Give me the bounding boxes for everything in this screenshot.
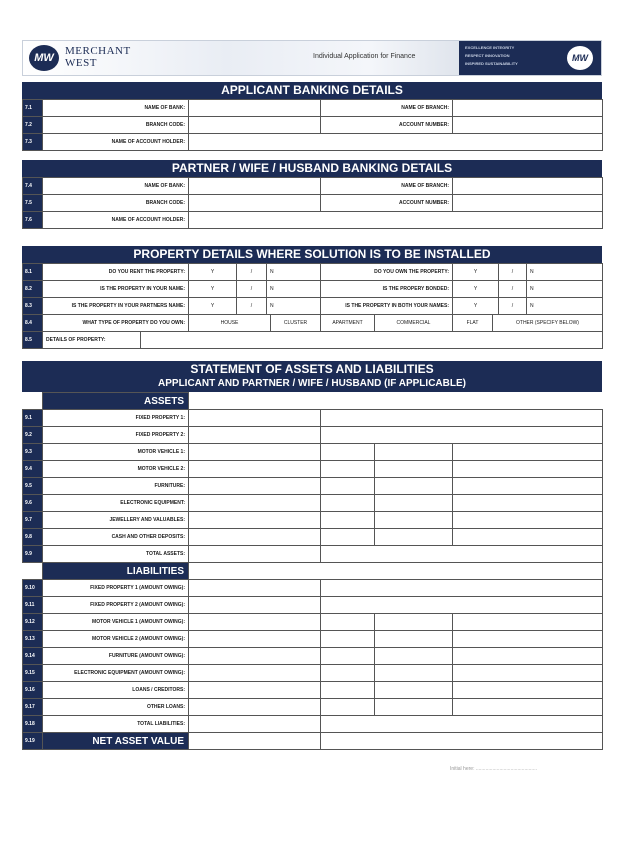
option-commercial[interactable]: COMMERCIAL	[375, 315, 453, 332]
separator: /	[499, 281, 527, 298]
amount-field[interactable]	[453, 461, 603, 478]
amount-field[interactable]	[453, 512, 603, 529]
table-row	[23, 597, 603, 614]
amount-field[interactable]	[375, 682, 453, 699]
amount-field[interactable]	[453, 631, 603, 648]
table-row	[23, 546, 603, 563]
separator: /	[237, 264, 267, 281]
amount-field[interactable]	[189, 682, 321, 699]
amount-field[interactable]	[453, 614, 603, 631]
field-label: MOTOR VEHICLE 2 (AMOUNT OWING):	[43, 631, 189, 648]
field-label: MOTOR VEHICLE 2:	[43, 461, 189, 478]
row-number: 9.3	[23, 444, 43, 461]
amount-field[interactable]	[321, 461, 375, 478]
row-number: 9.5	[23, 478, 43, 495]
table-row	[23, 648, 603, 665]
table-row	[23, 410, 603, 427]
amount-field[interactable]	[321, 478, 375, 495]
table-row	[23, 195, 603, 212]
row-number: 7.5	[23, 195, 43, 212]
property-details-table	[22, 331, 603, 349]
amount-field[interactable]	[453, 665, 603, 682]
account-holder-field[interactable]	[189, 212, 603, 229]
header-banner	[22, 40, 602, 76]
table-row	[23, 512, 603, 529]
amount-field[interactable]	[321, 529, 375, 546]
partner-banking-table	[22, 177, 603, 229]
value-line: RESPECT INNOVATION	[465, 53, 510, 58]
amount-field[interactable]	[321, 597, 603, 614]
row-number: 9.17	[23, 699, 43, 716]
field-label: ELECTRONIC EQUIPMENT:	[43, 495, 189, 512]
amount-field[interactable]	[189, 699, 321, 716]
table-row	[23, 614, 603, 631]
amount-field[interactable]	[189, 733, 321, 750]
field-label: FIXED PROPERTY 2:	[43, 427, 189, 444]
field-label: NAME OF BRANCH:	[321, 100, 453, 117]
values-block	[459, 41, 601, 75]
amount-field[interactable]	[189, 461, 321, 478]
amount-field[interactable]	[453, 682, 603, 699]
table-row	[23, 332, 603, 349]
field-label: NAME OF BRANCH:	[321, 178, 453, 195]
field-label: NET ASSET VALUE	[43, 733, 189, 750]
branch-code-field[interactable]	[189, 117, 321, 134]
amount-field[interactable]	[321, 580, 603, 597]
table-row	[23, 665, 603, 682]
property-details-title: PROPERTY DETAILS WHERE SOLUTION IS TO BE INSTALLED	[22, 246, 602, 263]
yes-option[interactable]: Y	[189, 264, 237, 281]
field-label: CASH AND OTHER DEPOSITS:	[43, 529, 189, 546]
table-row	[23, 495, 603, 512]
row-number: 8.2	[23, 281, 43, 298]
value-line: EXCELLENCE INTEGRITY	[465, 45, 515, 50]
no-option[interactable]: N	[267, 281, 321, 298]
table-row	[23, 699, 603, 716]
no-option[interactable]: N	[527, 264, 603, 281]
property-type-table	[22, 314, 603, 332]
field-label: BRANCH CODE:	[43, 195, 189, 212]
yes-option[interactable]: Y	[453, 298, 499, 315]
field-label: TOTAL LIABILITIES:	[43, 716, 189, 733]
amount-field[interactable]	[375, 631, 453, 648]
amount-field[interactable]	[189, 648, 321, 665]
amount-field[interactable]	[375, 512, 453, 529]
row-number: 9.14	[23, 648, 43, 665]
amount-field[interactable]	[189, 495, 321, 512]
amount-field[interactable]	[321, 444, 375, 461]
partner-banking-title: PARTNER / WIFE / HUSBAND BANKING DETAILS	[22, 160, 602, 177]
amount-field[interactable]	[375, 478, 453, 495]
amount-field[interactable]	[321, 495, 375, 512]
branch-name-field[interactable]	[453, 100, 603, 117]
amount-field[interactable]	[189, 546, 321, 563]
amount-field[interactable]	[375, 529, 453, 546]
table-row	[23, 461, 603, 478]
field-label: NAME OF BANK:	[43, 100, 189, 117]
table-row	[23, 427, 603, 444]
brand-line-1: MERCHANT	[65, 45, 131, 57]
amount-field[interactable]	[375, 699, 453, 716]
liabilities-heading: LIABILITIES	[43, 563, 189, 580]
table-row	[23, 529, 603, 546]
field-label: JEWELLERY AND VALUABLES:	[43, 512, 189, 529]
table-row	[23, 444, 603, 461]
amount-field[interactable]	[189, 512, 321, 529]
field-label: FIXED PROPERTY 1 (AMOUNT OWING):	[43, 580, 189, 597]
field-label: IS THE PROPERTY IN YOUR NAME:	[43, 281, 189, 298]
field-label: NAME OF ACCOUNT HOLDER:	[43, 212, 189, 229]
assets-rows	[23, 410, 603, 563]
amount-field[interactable]	[321, 733, 603, 750]
option-cluster[interactable]: CLUSTER	[271, 315, 321, 332]
field-label: TOTAL ASSETS:	[43, 546, 189, 563]
amount-field[interactable]	[321, 614, 375, 631]
no-option[interactable]: N	[527, 298, 603, 315]
amount-field[interactable]	[453, 699, 603, 716]
amount-field[interactable]	[321, 682, 375, 699]
row-number: 7.6	[23, 212, 43, 229]
table-row	[23, 134, 603, 151]
amount-field[interactable]	[189, 614, 321, 631]
table-row	[23, 580, 603, 597]
amount-field[interactable]	[321, 427, 603, 444]
separator: /	[499, 298, 527, 315]
field-label: ACCOUNT NUMBER:	[321, 195, 453, 212]
field-label: ACCOUNT NUMBER:	[321, 117, 453, 134]
row-number: 9.7	[23, 512, 43, 529]
table-row	[23, 478, 603, 495]
field-label: IS THE PROPERTY IN BOTH YOUR NAMES:	[321, 298, 453, 315]
amount-field[interactable]	[453, 529, 603, 546]
field-label: IS THE PROPERTY IN YOUR PARTNERS NAME:	[43, 298, 189, 315]
separator: /	[499, 264, 527, 281]
amount-field[interactable]	[375, 648, 453, 665]
assets-heading: ASSETS	[43, 393, 189, 410]
row-number: 9.6	[23, 495, 43, 512]
amount-field[interactable]	[189, 427, 321, 444]
yes-option[interactable]: Y	[453, 281, 499, 298]
no-option[interactable]: N	[527, 281, 603, 298]
account-number-field[interactable]	[453, 117, 603, 134]
document-title: Individual Application for Finance	[313, 53, 416, 60]
amount-field[interactable]	[375, 614, 453, 631]
row-number: 9.10	[23, 580, 43, 597]
value-line: INSPIRED SUSTAINABILITY	[465, 61, 518, 66]
amount-field[interactable]	[453, 495, 603, 512]
account-holder-field[interactable]	[189, 134, 603, 151]
yes-option[interactable]: Y	[453, 264, 499, 281]
liabilities-rows	[23, 580, 603, 750]
row-number: 9.19	[23, 733, 43, 750]
field-label: MOTOR VEHICLE 1:	[43, 444, 189, 461]
company-values	[465, 44, 518, 68]
amount-field[interactable]	[321, 410, 603, 427]
amount-field[interactable]	[321, 665, 375, 682]
amount-field[interactable]	[321, 631, 375, 648]
branch-name-field[interactable]	[453, 178, 603, 195]
table-row	[23, 264, 603, 281]
row-number: 9.15	[23, 665, 43, 682]
field-label: MOTOR VEHICLE 1 (AMOUNT OWING):	[43, 614, 189, 631]
yes-option[interactable]: Y	[189, 281, 237, 298]
row-number: 7.2	[23, 117, 43, 134]
row-number: 7.3	[23, 134, 43, 151]
option-flat[interactable]: FLAT	[453, 315, 493, 332]
field-label: FIXED PROPERTY 1:	[43, 410, 189, 427]
row-number: 9.9	[23, 546, 43, 563]
amount-field[interactable]	[453, 648, 603, 665]
row-number: 7.1	[23, 100, 43, 117]
row-number: 8.1	[23, 264, 43, 281]
row-number: 7.4	[23, 178, 43, 195]
table-row	[23, 716, 603, 733]
row-number: 9.16	[23, 682, 43, 699]
field-label: LOANS / CREDITORS:	[43, 682, 189, 699]
table-row	[23, 733, 603, 750]
row-number: 9.2	[23, 427, 43, 444]
branch-code-field[interactable]	[189, 195, 321, 212]
amount-field[interactable]	[453, 478, 603, 495]
row-number: 9.8	[23, 529, 43, 546]
table-row	[23, 212, 603, 229]
amount-field[interactable]	[453, 444, 603, 461]
yes-option[interactable]: Y	[189, 298, 237, 315]
bank-name-field[interactable]	[189, 178, 321, 195]
row-number: 9.13	[23, 631, 43, 648]
assets-liabilities-table	[22, 392, 603, 750]
no-option[interactable]: N	[267, 298, 321, 315]
field-label: FURNITURE:	[43, 478, 189, 495]
brand-name	[65, 45, 131, 69]
amount-field[interactable]	[375, 665, 453, 682]
amount-field[interactable]	[321, 512, 375, 529]
amount-field[interactable]	[321, 648, 375, 665]
field-label: NAME OF ACCOUNT HOLDER:	[43, 134, 189, 151]
row-number: 9.12	[23, 614, 43, 631]
no-option[interactable]: N	[267, 264, 321, 281]
separator: /	[237, 281, 267, 298]
field-label: WHAT TYPE OF PROPERTY DO YOU OWN:	[43, 315, 189, 332]
table-row	[23, 281, 603, 298]
amount-field[interactable]	[189, 529, 321, 546]
option-house[interactable]: HOUSE	[189, 315, 271, 332]
statement-subtitle: APPLICANT AND PARTNER / WIFE / HUSBAND (IF APPLICABLE)	[22, 377, 602, 392]
amount-field[interactable]	[189, 597, 321, 614]
amount-field[interactable]	[375, 444, 453, 461]
field-label: NAME OF BANK:	[43, 178, 189, 195]
field-label: DO YOU OWN THE PROPERTY:	[321, 264, 453, 281]
small-logo: MW	[567, 46, 593, 70]
table-row	[23, 178, 603, 195]
table-row	[23, 100, 603, 117]
amount-field[interactable]	[321, 546, 603, 563]
row-number: 8.3	[23, 298, 43, 315]
amount-field[interactable]	[189, 478, 321, 495]
field-label: BRANCH CODE:	[43, 117, 189, 134]
initial-here-line[interactable]: Initial here: ............................................	[450, 766, 537, 772]
field-label: ELECTRONIC EQUIPMENT (AMOUNT OWING):	[43, 665, 189, 682]
row-number: 9.18	[23, 716, 43, 733]
table-row	[23, 631, 603, 648]
amount-field[interactable]	[189, 665, 321, 682]
amount-field[interactable]	[189, 410, 321, 427]
amount-field[interactable]	[189, 580, 321, 597]
table-row	[23, 298, 603, 315]
amount-field[interactable]	[189, 631, 321, 648]
bank-name-field[interactable]	[189, 100, 321, 117]
field-label: DO YOU RENT THE PROPERTY:	[43, 264, 189, 281]
merchant-west-logo: MW	[29, 45, 59, 71]
table-row	[23, 117, 603, 134]
field-label: DETAILS OF PROPERTY:	[43, 332, 141, 349]
amount-field[interactable]	[321, 699, 375, 716]
statement-title: STATEMENT OF ASSETS AND LIABILITIES	[22, 361, 602, 377]
amount-field[interactable]	[189, 444, 321, 461]
row-number: 9.11	[23, 597, 43, 614]
account-number-field[interactable]	[453, 195, 603, 212]
liabilities-heading-row	[23, 563, 603, 580]
amount-field[interactable]	[321, 716, 603, 733]
amount-field[interactable]	[189, 716, 321, 733]
brand-line-2: WEST	[65, 57, 97, 69]
field-label: IS THE PROPERY BONDED:	[321, 281, 453, 298]
property-table	[22, 263, 603, 315]
property-details-field[interactable]	[141, 332, 603, 349]
table-row	[23, 315, 603, 332]
row-number: 8.5	[23, 332, 43, 349]
separator: /	[237, 298, 267, 315]
assets-heading-row	[23, 393, 603, 410]
option-other[interactable]: OTHER (SPECIFY BELOW)	[493, 315, 603, 332]
applicant-banking-title: APPLICANT BANKING DETAILS	[22, 82, 602, 99]
table-row	[23, 682, 603, 699]
amount-field[interactable]	[375, 461, 453, 478]
field-label: FIXED PROPERTY 2 (AMOUNT OWING):	[43, 597, 189, 614]
applicant-banking-table	[22, 99, 603, 151]
amount-field[interactable]	[375, 495, 453, 512]
field-label: FURNITURE (AMOUNT OWING):	[43, 648, 189, 665]
row-number: 9.4	[23, 461, 43, 478]
row-number: 9.1	[23, 410, 43, 427]
option-apartment[interactable]: APARTMENT	[321, 315, 375, 332]
field-label: OTHER LOANS:	[43, 699, 189, 716]
row-number: 8.4	[23, 315, 43, 332]
